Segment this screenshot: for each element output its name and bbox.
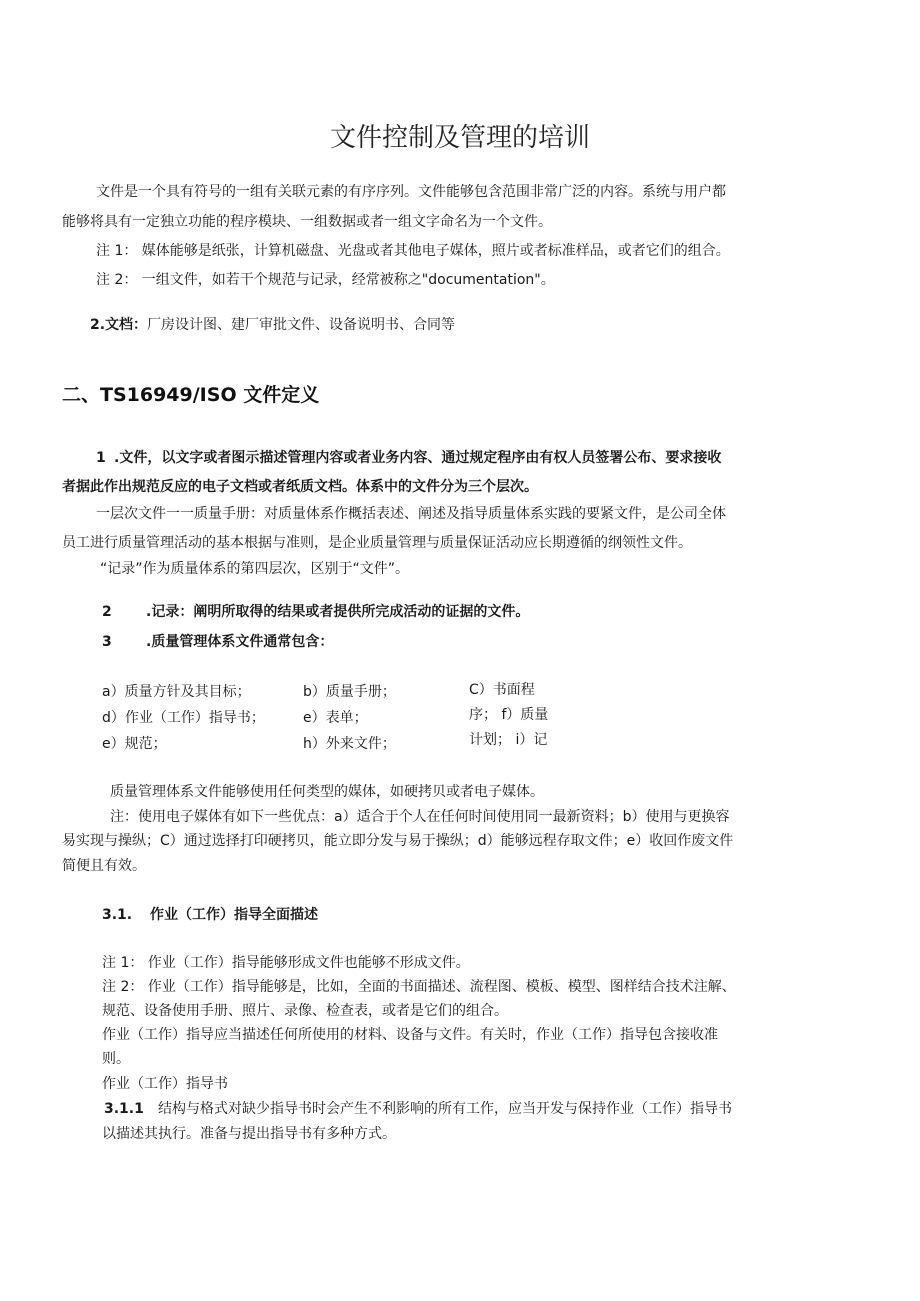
list-item: e）规范； xyxy=(102,736,167,752)
doc-item-label: 2.文档： xyxy=(90,317,148,333)
item-2 xyxy=(102,603,529,621)
item-1-line-2: 者据此作出规范反应的电子文档或者纸质文档。体系中的文件分为三个层次。 xyxy=(62,479,538,495)
item-1-line-1 xyxy=(96,449,721,467)
doc-item xyxy=(90,316,455,334)
list-item: C）书面程 xyxy=(469,682,535,698)
section-3-1-note-2-line-1: 注 2： 作业（工作）指导能够是，比如，全面的书面描述、流程图、模板、模型、图样结合技术注解、 xyxy=(102,979,736,995)
section-3-1-subtitle: 作业（工作）指导书 xyxy=(102,1076,228,1092)
media-line-3: 易实现与操纵；C）通过选择打印硬拷贝，能立即分发与易于操纵；d）能够远程存取文件；e）收回作废文件 xyxy=(62,833,734,849)
list-item: b）质量手册； xyxy=(303,684,396,700)
item-2-text: .记录：阐明所取得的结果或者提供所完成活动的证据的文件。 xyxy=(146,604,530,620)
section-3-1-title: 作业（工作）指导全面描述 xyxy=(150,907,318,923)
intro-line-2: 能够将具有一定独立功能的程序模块、一组数据或者一组文字命名为一个文件。 xyxy=(62,214,552,230)
doc-item-text: 厂房设计图、建厂审批文件、设备说明书、合同等 xyxy=(147,317,456,333)
section-3-1-1-line-2: 以描述其执行。准备与提出指导书有多种方式。 xyxy=(102,1126,396,1142)
list-item: 序； f）质量 xyxy=(469,707,549,723)
section-3-1-1-line-1 xyxy=(104,1100,732,1118)
list-item: 计划； i）记 xyxy=(469,732,548,748)
level1-line-2: 员工进行质量管理活动的基本根据与准则，是企业质量管理与质量保证活动应长期遵循的纲领性文件。 xyxy=(62,535,692,551)
section-3-1-number: 3.1. xyxy=(102,907,133,923)
media-line-1: 质量管理体系文件能够使用任何类型的媒体，如硬拷贝或者电子媒体。 xyxy=(110,784,544,800)
item-3-text: .质量管理体系文件通常包含： xyxy=(146,634,334,650)
section-3-1-1-text: 结构与格式对缺少指导书时会产生不利影响的所有工作，应当开发与保持作业（工作）指导书 xyxy=(158,1101,732,1117)
section-3-1-note-2-line-2: 规范、设备使用手册、照片、录像、检查表，或者是它们的组合。 xyxy=(102,1003,508,1019)
section-3-1-desc-line-1: 作业（工作）指导应当描述任何所使用的材料、设备与文件。有关时，作业（工作）指导包含接收准 xyxy=(102,1027,718,1043)
intro-note-2: 注 2： 一组文件，如若干个规范与记录，经常被称之"documentation"。 xyxy=(96,272,555,288)
list-item: h）外来文件； xyxy=(303,736,396,752)
item-2-number: 2 xyxy=(102,604,112,620)
intro-note-1: 注 1： 媒体能够是纸张，计算机磁盘、光盘或者其他电子媒体，照片或者标准样品，或者它们的组合。 xyxy=(96,243,730,259)
item-3-number: 3 xyxy=(102,634,112,650)
intro-line-1: 文件是一个具有符号的一组有关联元素的有序序列。文件能够包含范围非常广泛的内容。系统与用户都 xyxy=(96,184,726,200)
section-3-1-desc-line-2: 则。 xyxy=(102,1051,130,1067)
media-line-4: 简便且有效。 xyxy=(62,858,146,874)
media-line-2: 注：使用电子媒体有如下一些优点：a）适合于个人在任何时间使用同一最新资料；b）使用与更换容 xyxy=(110,809,730,825)
section-3-1-1-number: 3.1.1 xyxy=(104,1101,144,1117)
level1-line-1: 一层次文件一一质量手册：对质量体系作概括表述、阐述及指导质量体系实践的要紧文件，是公司全体 xyxy=(96,506,726,522)
list-item: e）表单； xyxy=(303,710,368,726)
item-3 xyxy=(102,633,333,651)
item-1-text: .文件，以文字或者图示描述管理内容或者业务内容、通过规定程序由有权人员签署公布、要求接收 xyxy=(114,450,722,466)
section-3-1-heading xyxy=(102,906,318,924)
list-item: a）质量方针及其目标； xyxy=(102,684,251,700)
page-title: 文件控制及管理的培训 xyxy=(329,123,590,153)
section-heading: 二、TS16949/ISO 文件定义 xyxy=(62,384,320,406)
list-item: d）作业（工作）指导书； xyxy=(102,710,265,726)
record-note: “记录”作为质量体系的第四层次，区别于“文件”。 xyxy=(100,561,410,577)
section-3-1-note-1: 注 1： 作业（工作）指导能够形成文件也能够不形成文件。 xyxy=(102,955,470,971)
item-1-number: 1 xyxy=(96,450,106,466)
